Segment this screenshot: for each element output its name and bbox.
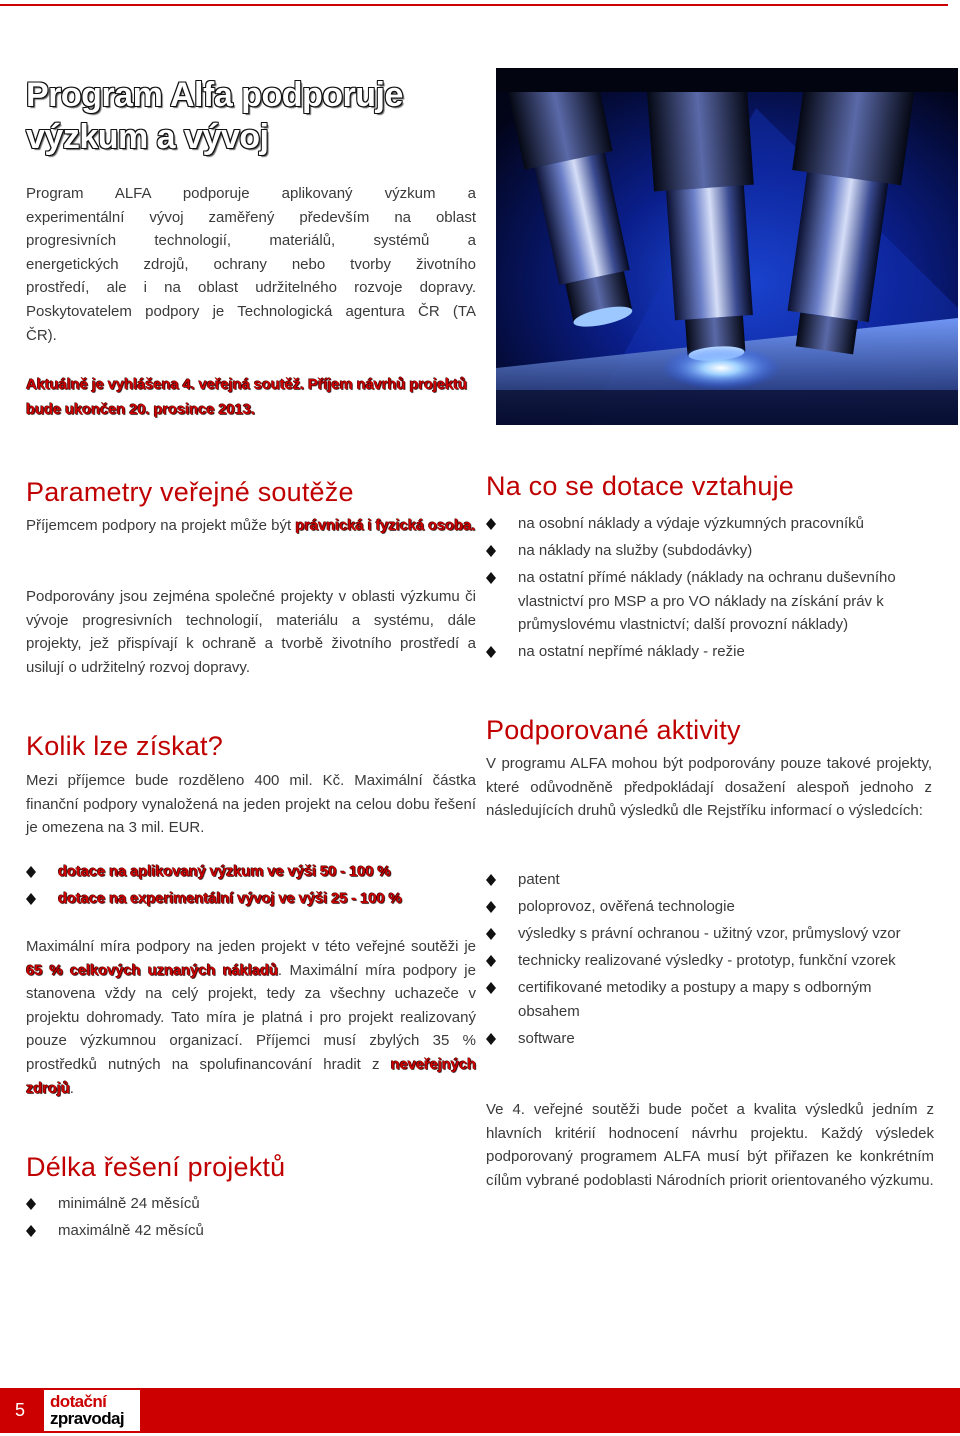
diamond-bullet-icon [26,866,36,878]
kolik-p2-text: Maximální míra podpory na jeden projekt v této veřejné soutěži je [26,938,476,955]
kolik-list [26,860,476,914]
page-title [26,74,486,158]
kolik-paragraph-2 [26,935,476,1100]
aktivity-paragraph-2: Ve 4. veřejné soutěži bude počet a kvalita výsledků jedním z hlavních kritérií hodnocení návrhu projektu. Každý výsledek podporovaný programem ALFA musí být přiřazen ke konkrétním cílům vybrané podoblasti Národních priorit orientovaného výzkumu. [486,1101,934,1189]
kolik-p2-highlight-2: neveřejných zdrojů [26,1055,477,1097]
parametry-heading: Parametry veřejné soutěže [26,477,354,507]
intro-line: prostředí, ale i na oblast udržitelného rozvoje dopravy. [26,279,476,297]
diamond-bullet-icon [486,955,496,967]
diamond-bullet-icon [26,893,36,905]
parametry-paragraph-2: Podporovány jsou zejména společné projekty v oblasti výzkumu či vývoje progresivních technologií, materiálu a systému, dále projekty, jež přispívají k ochraně a tvorbě životního prostředí a usilují o udržitelný rozvoj dopravy. [26,588,476,676]
page-footer [0,1388,960,1433]
page-title-line1: Program Alfa podporuje [26,76,403,114]
diamond-bullet-icon [26,1225,36,1237]
aktivity-list [486,868,934,1054]
microscope-photo [496,68,958,425]
list-item-text: patent [518,871,560,888]
delka-list [26,1192,476,1246]
diamond-bullet-icon [486,646,496,658]
logo-line-1: dotační [50,1392,107,1411]
diamond-bullet-icon [486,518,496,530]
list-item [26,860,476,884]
list-item-text: na ostatní nepřímé náklady - režie [518,643,745,661]
list-item [486,512,938,536]
na-co-heading: Na co se dotace vztahuje [486,471,794,501]
list-item [26,887,476,911]
intro-line: Poskytovatelem podpory je Technologická agentura ČR (TA [26,302,476,320]
intro-paragraph [26,182,476,347]
logo-line-2: zpravodaj [50,1409,124,1428]
list-item [26,1219,476,1243]
announcement-highlight: Aktuálně je vyhlášena 4. veřejná soutěž. Příjem návrhů projektů bude ukončen 20. prosince 2013. [26,376,467,418]
list-item [486,976,934,1023]
diamond-bullet-icon [486,928,496,940]
na-co-list [486,512,938,668]
delka-heading: Délka řešení projektů [26,1152,286,1182]
list-item-text: poloprovoz, ověřená technologie [518,898,735,916]
list-item [486,539,938,563]
list-item [486,922,934,946]
intro-line: progresivních technologií, materiálů, systémů a [26,232,476,250]
list-item-text: výsledky s právní ochranou - užitný vzor, průmyslový vzor [518,925,901,943]
list-item-text: technicky realizované výsledky - prototyp, funkční vzorek [518,952,896,970]
list-item [486,1027,934,1051]
intro-line: Program ALFA podporuje aplikovaný výzkum a [26,185,476,202]
diamond-bullet-icon [486,545,496,557]
intro-line: experimentální vývoj zaměřený především na oblast [26,208,476,226]
list-item-text: minimálně 24 měsíců [58,1195,200,1212]
top-rule [0,4,948,6]
diamond-bullet-icon [486,874,496,886]
diamond-bullet-icon [486,901,496,913]
aktivity-paragraph-1: V programu ALFA mohou být podporovány pouze takové projekty, které odůvodněně předpokládají dosažení alespoň jednoho z následujících druhů výsledků dle Rejstříku informací o výsledcích: [486,755,932,820]
diamond-bullet-icon [486,572,496,584]
aktivity-heading: Podporované aktivity [486,715,741,745]
list-item-text: software [518,1030,575,1048]
kolik-paragraph-1: Mezi příjemce bude rozděleno 400 mil. Kč. Maximální částka finanční podpory vynaložená na jeden projekt na celou dobu řešení je omezena na 3 mil. EUR. [26,772,476,837]
list-item [26,1192,476,1216]
list-item-text: na ostatní přímé náklady (náklady na ochranu duševního vlastnictví pro MSP a pro VO náklady na získání práv k průmyslovému vlastnictví; další provozní náklady) [518,569,896,634]
list-item [486,949,934,973]
list-item [486,868,934,892]
list-item-text: dotace na experimentální vývoj ve výši 25 - 100 % [58,890,402,908]
diamond-bullet-icon [486,982,496,994]
list-item-text: certifikované metodiky a postupy a mapy s odborným obsahem [518,979,872,1020]
page-number: 5 [0,1388,40,1433]
kolik-p2-text-3: . [69,1079,74,1097]
intro-line: ČR). [26,326,57,344]
list-item-text: na osobní náklady a výdaje výzkumných pracovníků [518,515,865,532]
list-item-text: dotace na aplikovaný výzkum ve výši 50 - 100 % [58,863,391,880]
list-item-text: na náklady na služby (subdodávky) [518,542,753,560]
intro-line: energetických zdrojů, ochrany nebo tvorby životního [26,255,476,273]
parametry-p1-text: Příjemcem podpory na projekt může být [26,517,292,534]
parametry-paragraph-1 [26,514,476,539]
diamond-bullet-icon [486,1033,496,1045]
list-item [486,640,938,664]
kolik-p2-text-2: . Maximální míra podpory je stanovena vždy na celý projekt, tedy za všechny uchazeče v projektu dohromady. Tato míra je platná i pro projekt realizovaný pouze výzkumnou organizací. Příjemci musí zbylých 35 % prostředků nutných na spolufinancování hradit z [26,961,476,1073]
list-item [486,895,934,919]
list-item-text: maximálně 42 měsíců [58,1222,204,1240]
parametry-p1-highlight: právnická i fyzická osoba. [295,517,476,534]
kolik-heading: Kolik lze získat? [26,731,223,761]
footer-bar [0,1388,960,1433]
list-item [486,566,938,637]
kolik-p2-highlight-1: 65 % celkových uznaných nákladů [26,961,278,979]
publication-logo [44,1390,140,1431]
diamond-bullet-icon [26,1198,36,1210]
page-title-line2: výzkum a vývoj [26,118,269,156]
